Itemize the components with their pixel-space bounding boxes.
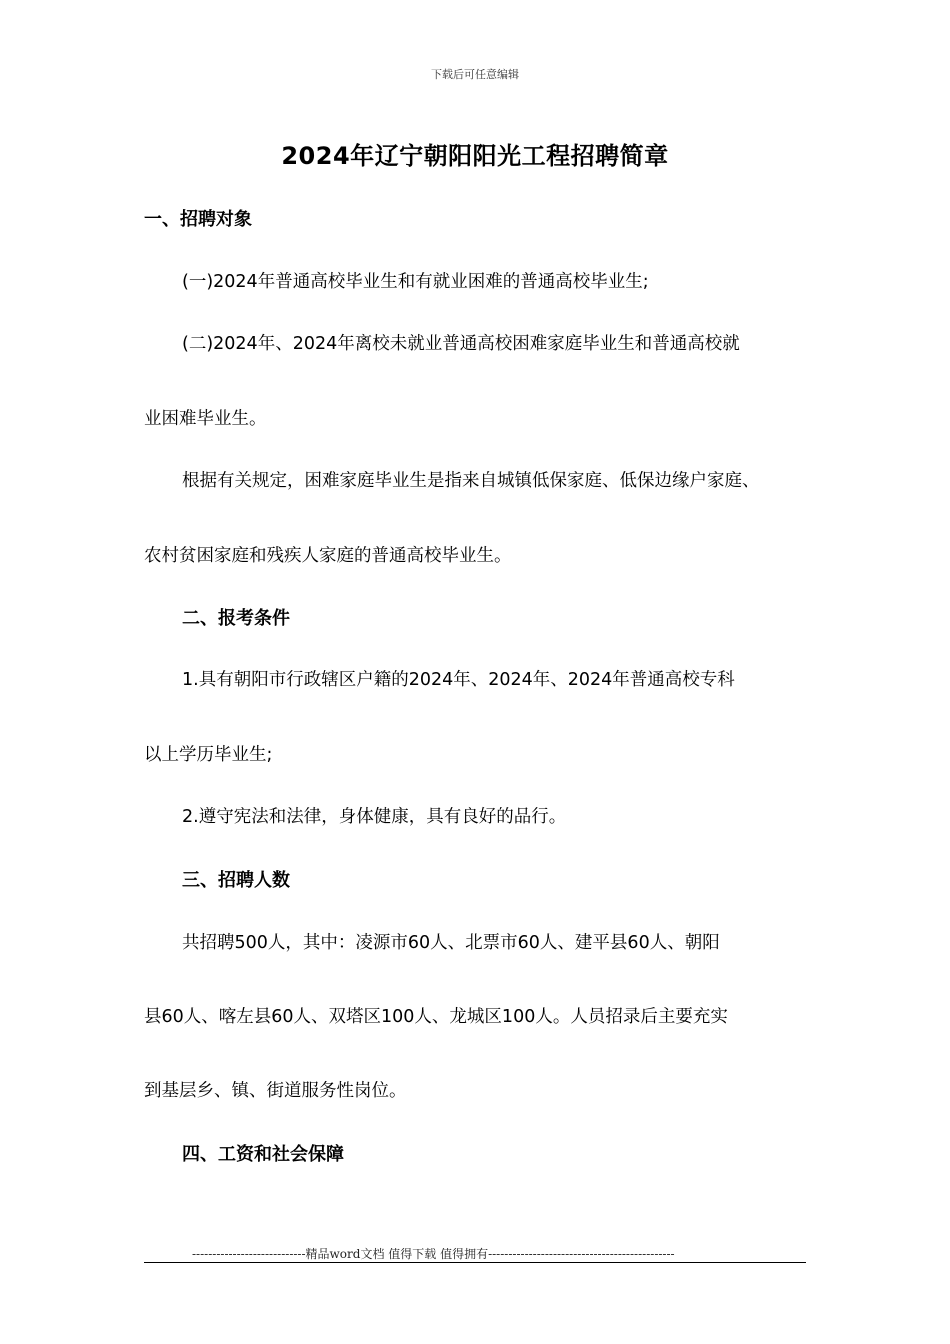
footer-divider: [144, 1262, 806, 1263]
paragraph-target-2-line2: 业困难毕业生。: [144, 409, 267, 429]
paragraph-headcount-line1: 共招聘500人，其中：凌源市60人、北票市60人、建平县60人、朝阳: [182, 933, 720, 953]
section-heading-headcount: 三、招聘人数: [182, 870, 290, 891]
paragraph-definition-line2: 农村贫困家庭和残疾人家庭的普通高校毕业生。: [144, 546, 512, 566]
section-heading-recruitment-targets: 一、招聘对象: [144, 209, 252, 230]
section-heading-salary-benefits: 四、工资和社会保障: [182, 1144, 344, 1165]
paragraph-headcount-line3: 到基层乡、镇、街道服务性岗位。: [144, 1081, 407, 1101]
paragraph-target-2-line1: (二)2024年、2024年离校未就业普通高校困难家庭毕业生和普通高校就: [182, 334, 740, 354]
document-title: 2024年辽宁朝阳阳光工程招聘简章: [281, 142, 669, 170]
paragraph-requirement-2: 2.遵守宪法和法律，身体健康，具有良好的品行。: [182, 807, 567, 827]
paragraph-definition-line1: 根据有关规定，困难家庭毕业生是指来自城镇低保家庭、低保边缘户家庭、: [182, 471, 760, 491]
paragraph-headcount-line2: 县60人、喀左县60人、双塔区100人、龙城区100人。人员招录后主要充实: [144, 1007, 728, 1027]
page-header-note: 下载后可任意编辑: [431, 68, 519, 81]
paragraph-target-1: (一)2024年普通高校毕业生和有就业困难的普通高校毕业生;: [182, 272, 649, 292]
paragraph-requirement-1-line1: 1.具有朝阳市行政辖区户籍的2024年、2024年、2024年普通高校专科: [182, 670, 735, 690]
section-heading-requirements: 二、报考条件: [182, 608, 290, 629]
paragraph-requirement-1-line2: 以上学历毕业生;: [144, 745, 273, 765]
page-footer-text: ----------------------------精品word文档 值得下载 值得拥有----------------------------------------------: [192, 1247, 675, 1261]
